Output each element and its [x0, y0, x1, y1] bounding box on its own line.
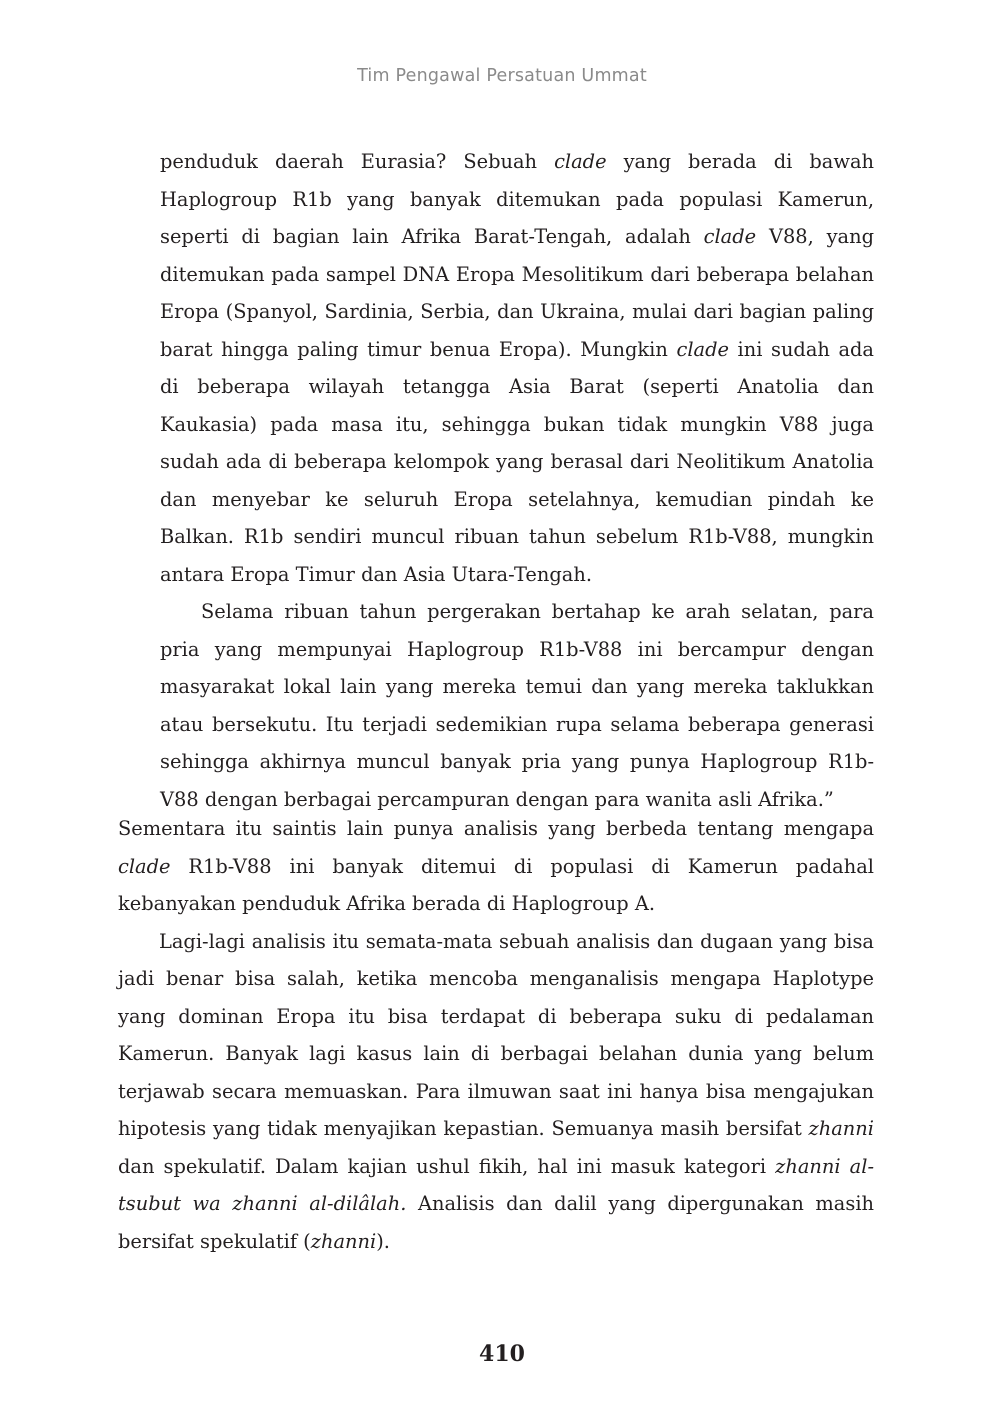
quote-paragraph-2	[160, 593, 874, 818]
text-run: Sementara itu saintis lain punya analisis yang berbeda tentang mengapa	[118, 817, 874, 840]
text-run: ini sudah ada di beberapa wilayah tetangga Asia Barat (seperti Anatolia dan Kaukasia) pada masa itu, sehingga bukan tidak mungkin V88 juga sudah ada di beberapa kelompok yang berasal dari Neolitikum Anatolia dan menyebar ke seluruh Eropa setelahnya, kemudian pindah ke Balkan. R1b sendiri muncul ribuan tahun sebelum R1b-V88, mungkin antara Eropa Timur dan Asia Utara-Tengah.	[160, 337, 874, 586]
text-run: V88, yang ditemukan pada sampel DNA Eropa Mesolitikum dari beberapa belahan Eropa (Spanyol, Sardinia, Serbia, dan Ukraina, mulai dari bagian paling barat hingga paling timur benua Eropa). Mungkin	[160, 225, 875, 361]
body-text	[118, 810, 874, 1260]
text-run: Selama ribuan tahun pergerakan bertahap ke arah selatan, para pria yang mempunyai Haplogroup R1b-V88 ini bercampur dengan masyarakat lokal lain yang mereka temui dan yang mereka taklukkan atau bersekutu. Itu terjadi sedemikian rupa selama beberapa generasi sehingga akhirnya muncul banyak pria yang punya Haplogroup R1b- V88 dengan berbagai percampuran dengan para wanita asli Afrika.”	[160, 600, 874, 811]
quote-paragraph-1	[160, 143, 874, 593]
italic-term: clade	[554, 150, 607, 173]
italic-term: clade	[676, 337, 729, 361]
page-number: 410	[479, 1341, 525, 1367]
italic-term: zhanni	[310, 1229, 377, 1253]
text-run: Lagi-lagi analisis itu semata-mata sebuah analisis dan dugaan yang bisa jadi benar bisa salah, ketika mencoba menganalisis mengapa Haplotype yang dominan Eropa itu bisa terdapat di beberapa suku di pedalaman Kamerun. Banyak lagi kasus lain di berbagai belahan dunia yang belum terjawab secara memuaskan. Para ilmuwan saat ini hanya bisa mengajukan hipotesis yang tidak menyajikan kepastian. Semuanya masih bersifat	[118, 929, 874, 1140]
italic-term: zhanni	[808, 1117, 874, 1140]
text-run: penduduk daerah Eurasia? Sebuah	[160, 150, 555, 173]
running-header: Tim Pengawal Persatuan Ummat	[357, 66, 647, 86]
italic-term: clade	[703, 225, 757, 248]
body-paragraph-2	[118, 923, 874, 1261]
body-paragraph-1	[118, 810, 874, 923]
block-quote	[160, 143, 874, 818]
text-run: Analisis dan dalil yang dipergunakan masih bersifat spekulatif (	[118, 1192, 875, 1253]
text-run: yang berada di bawah Haplogroup R1b yang banyak ditemukan pada populasi Kamerun, seperti di bagian lain Afrika Barat-Tengah, adalah	[160, 150, 874, 248]
text-run: dan spekulatif. Dalam kajian ushul fikih, hal ini masuk kategori	[118, 1154, 776, 1178]
text-run: R1b-V88 ini banyak ditemui di populasi di Kamerun padahal kebanyakan penduduk Afrika berada di Haplogroup A.	[118, 854, 874, 915]
italic-term: zhanni al-tsubut wa zhanni al-dilâlah.	[118, 1154, 874, 1215]
text-run: ).	[376, 1229, 390, 1253]
italic-term: clade	[118, 854, 171, 878]
